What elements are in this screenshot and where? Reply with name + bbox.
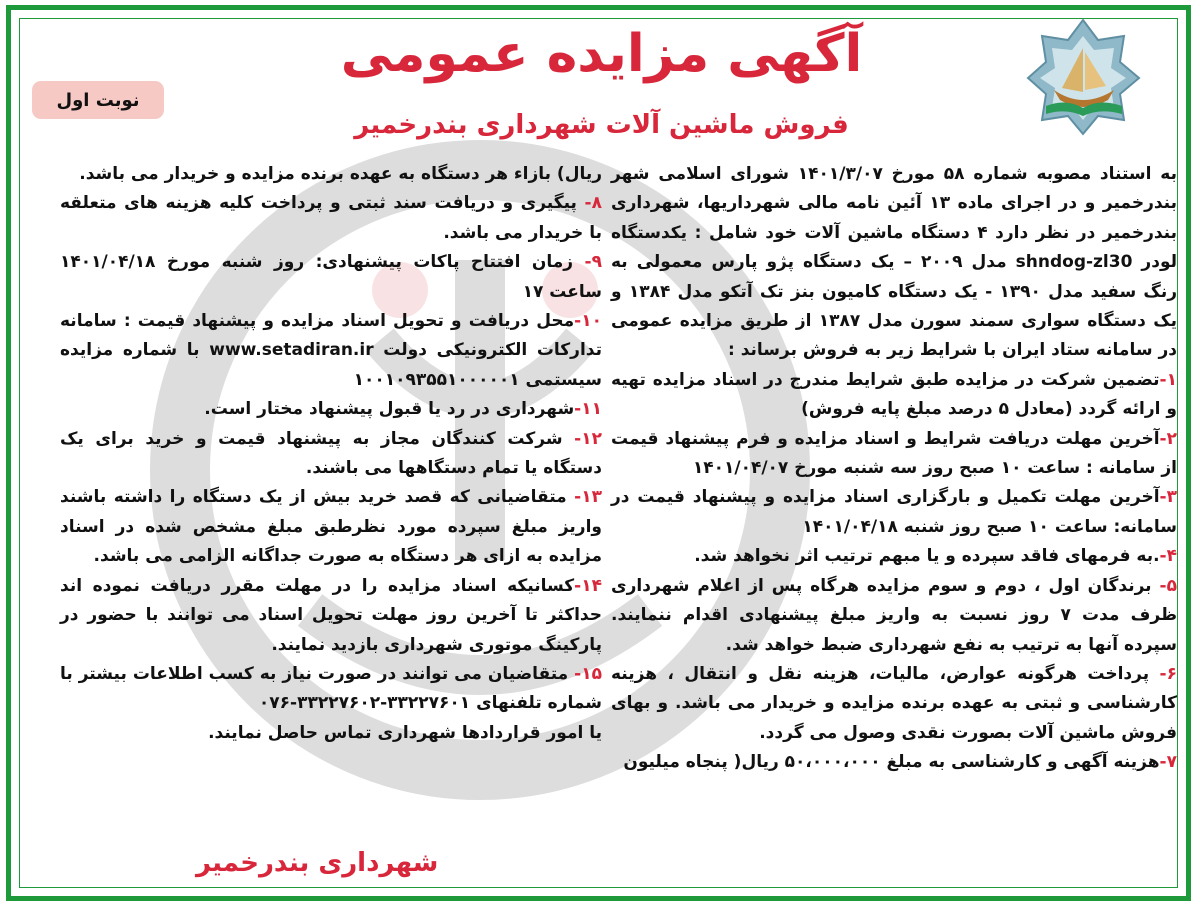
signature: شهرداری بندرخمیر [196,848,439,878]
item-text: پیگیری و دریافت سند ثبتی و پرداخت کلیه هزینه های متعلقه با خریدار می باشد. [60,193,602,243]
item-text: متقاضیانی که قصد خرید بیش از یک دستگاه را داشته باشند واریز مبلغ سپرده مورد نظرطبق مبلغ مشخص شده در اسناد مزایده به ازای هر دستگاه به صورت جداگانه الزامی می باشد. [60,487,602,567]
item-text: ریال) بازاء هر دستگاه به عهده برنده مزایده و خریدار می باشد. [79,164,602,184]
list-item [611,660,1177,748]
left-column [60,160,602,748]
item-number: ۱۱- [574,399,602,420]
item-number: ۱۲- [574,428,602,449]
item-text: یا امور قراردادها شهرداری تماس حاصل نمایند. [208,722,602,743]
list-item [60,483,602,571]
item-text: زمان افتتاح پاکات پیشنهادی: روز شنبه مورخ ۱۴۰۱/۰۴/۱۸ ساعت ۱۷ [60,252,602,302]
item-number: ۶- [1159,663,1177,684]
intro-paragraph: به استناد مصوبه شماره ۵۸ مورخ ۱۴۰۱/۳/۰۷ شورای اسلامی شهر بندرخمیر و در اجرای ماده ۱۳ آئین نامه مالی شهرداریها، شهرداری بندرخمیر در نظر دارد ۴ دستگاه ماشین آلات خود شامل : یکدستگاه لودر shndog-zl30 مدل ۲۰۰۹ – یک دستگاه پژو پارس معمولی به رنگ سفید مدل ۱۳۹۰ - یک دستگاه کامیون بنز تک آتکو مدل ۱۳۸۴ و یک دستگاه سواری سمند سورن مدل ۱۳۸۷ از طریق مزایده عمومی در سامانه ستاد ایران با شرایط زیر به فروش برساند : [611,164,1178,361]
list-item [60,395,602,424]
list-item [60,189,602,248]
list-item [611,542,1177,571]
item-text: کسانیکه اسناد مزایده را در مهلت مقرر دریافت نموده اند حداکثر تا آخرین روز مهلت تحویل اسناد می توانند با حضور در پارکینگ موتوری شهرداری بازدید نمایند. [60,575,602,655]
item-text: شهرداری در رد یا قبول پیشنهاد مختار است. [204,399,575,420]
item-number: ۹- [584,252,602,273]
round-badge: نوبت اول [32,81,164,119]
item-number: ۱۳- [574,487,602,508]
item-text: برندگان اول ، دوم و سوم مزایده هرگاه پس از اعلام شهرداری ظرف مدت ۷ روز نسبت به واریز مبلغ پیشنهادی اقدام ننمایند. سپرده آنها به ترتیب به نفع شهرداری ضبط خواهد شد. [611,575,1177,655]
item-number: ۸- [584,193,602,214]
item-number: ۵- [1159,575,1177,596]
item-text: .به فرمهای فاقد سپرده و یا مبهم ترتیب اثر نخواهد شد. [694,546,1160,567]
list-item [611,483,1177,542]
item-text: محل دریافت و تحویل اسناد مزایده و پیشنهاد قیمت : سامانه تدارکات الکترونیکی دولت www.setadiran.ir با شماره مزایده سیستمی ۱۰۰۱۰۹۳۵۵۱۰۰۰۰۰۱ [60,311,602,390]
item-text: شرکت کنندگان مجاز به پیشنهاد قیمت و خرید برای یک دستگاه یا تمام دستگاهها می باشند. [60,428,602,479]
list-item [611,366,1177,425]
item-number: ۴- [1159,546,1177,567]
list-item [611,748,1177,777]
item-number: ۱۵- [574,663,602,684]
item-text: متقاضیان می توانند در صورت نیاز به کسب اطلاعات بیشتر با شماره تلفنهای ۳۳۲۲۷۶۰۱-۳۳۲۲۷۶۰۲-۰۷۶ [60,663,602,714]
list-item [611,425,1177,484]
item-text: آخرین مهلت تکمیل و بارگزاری اسناد مزایده و پیشنهاد قیمت در سامانه: ساعت ۱۰ صبح روز شنبه ۱۴۰۱/۰۴/۱۸ [611,487,1177,537]
notice-subtitle: فروش ماشین آلات شهرداری بندرخمیر [354,110,849,140]
list-item [60,660,602,719]
list-item [60,248,602,307]
notice-title: آگهی مزایده عمومی [340,24,863,84]
item-number: ۲- [1159,428,1177,449]
item-number: ۱- [1159,369,1177,390]
list-item-continued [60,160,602,189]
list-item [611,572,1177,660]
list-item [60,572,602,660]
item-text: هزینه آگهی و کارشناسی به مبلغ ۵۰،۰۰۰،۰۰۰ ریال( پنجاه میلیون [623,752,1160,773]
right-column [611,160,1177,778]
item-number: ۷- [1159,752,1177,773]
item-text: آخرین مهلت دریافت شرایط و اسناد مزایده و فرم پیشنهاد قیمت از سامانه : ساعت ۱۰ صبح روز سه شنبه مورخ ۱۴۰۱/۰۴/۰۷ [611,428,1177,479]
item-number: ۳- [1159,487,1177,508]
item-text: تضمین شرکت در مزایده طبق شرایط مندرج در اسناد مزایده تهیه و ارائه گردد (معادل ۵ درصد مبلغ پایه فروش) [611,369,1177,420]
list-item-continued [60,719,602,748]
list-item [60,307,602,395]
list-item [60,425,602,484]
item-number: ۱۴- [574,575,602,596]
item-text: پرداخت هرگونه عوارض، مالیات، هزینه نقل و انتقال ، هزینه کارشناسی و ثبتی به عهده برنده مزایده و خریدار می باشد. و بهای فروش ماشین آلات بصورت نقدی وصول می گردد. [611,663,1177,743]
item-number: ۱۰- [574,311,602,332]
